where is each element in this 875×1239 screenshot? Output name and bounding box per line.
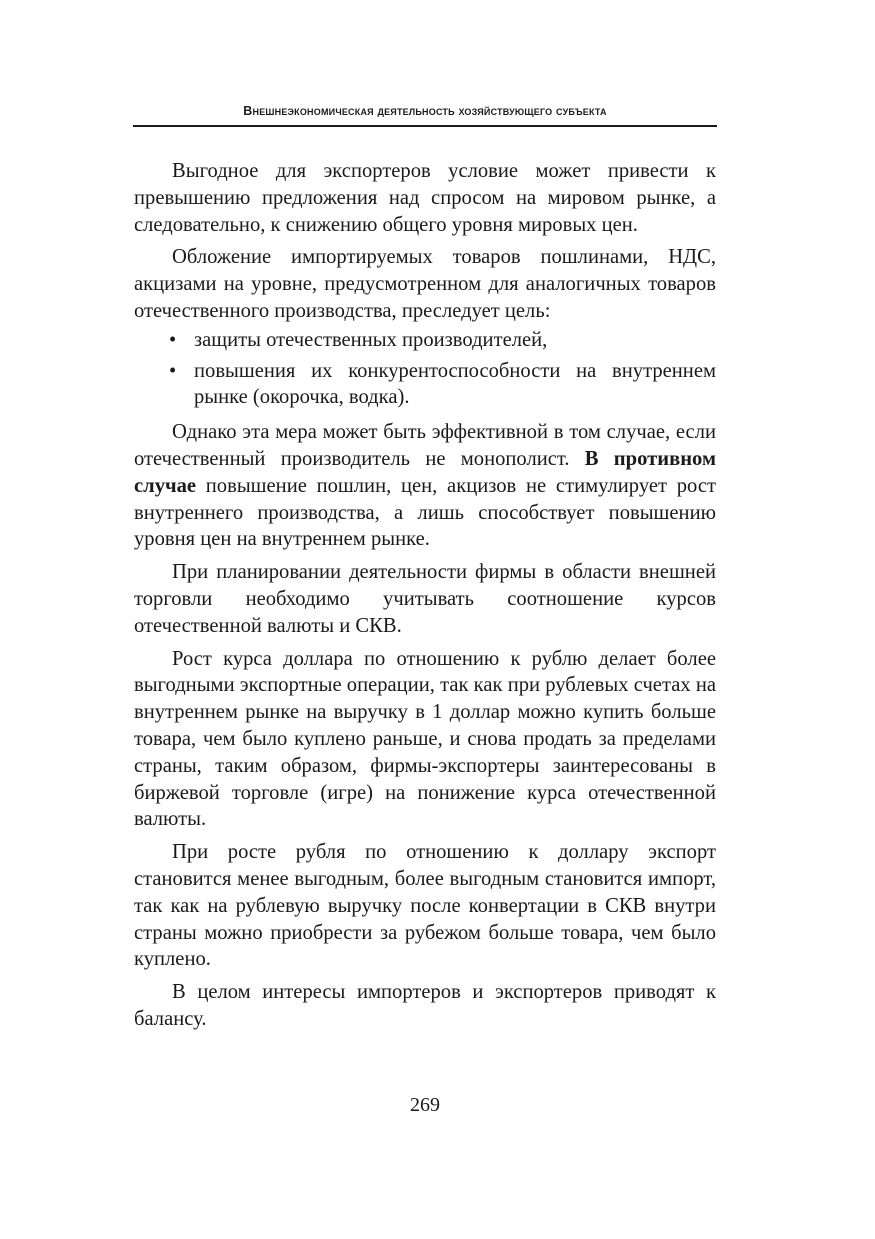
paragraph-3-end: повышение пошлин, цен, акцизов не стимулирует рост внутреннего производства, а лишь способствует повышению уровня цен на внутреннем рынке. — [134, 474, 716, 551]
paragraph-3 — [134, 419, 716, 553]
list-item-text: повышения их конкурентоспособности на внутреннем рынке (окорочка, водка). — [194, 359, 716, 409]
bullet-icon: • — [169, 328, 177, 351]
running-header: Внешнеэкономическая деятельность хозяйствующего субъекта — [243, 104, 607, 118]
paragraph-4: При планировании деятельности фирмы в области внешней торговли необходимо учитывать соотношение курсов отечественной валюты и СКВ. — [134, 561, 716, 637]
page-number: 269 — [410, 1094, 440, 1116]
bullet-list — [134, 327, 716, 411]
body-text — [134, 158, 716, 1039]
paragraph-3-start: Однако эта мера может быть эффективной в том случае, если отечественный производитель не монополист. — [134, 421, 716, 470]
list-item — [134, 327, 716, 354]
list-item — [134, 358, 716, 412]
paragraph-3-emphasis: В противном случае — [134, 447, 716, 497]
paragraph-7: В целом интересы импортеров и экспортеров приводят к балансу. — [134, 981, 716, 1030]
bullet-icon: • — [169, 359, 177, 382]
header-rule — [133, 125, 717, 127]
paragraph-2: Обложение импортируемых товаров пошлинами, НДС, акцизами на уровне, предусмотренном для аналогичных товаров отечественного производства, преследует цель: — [134, 246, 716, 322]
list-item-text: защиты отечественных производителей, — [194, 328, 548, 351]
paragraph-1: Выгодное для экспортеров условие может привести к превышению предложения над спросом на мировом рынке, а следовательно, к снижению общего уровня мировых цен. — [134, 160, 716, 236]
paragraph-5: Рост курса доллара по отношению к рублю делает более выгодными экспортные операции, так как при рублевых счетах на внутреннем рынке на выручку в 1 доллар можно купить больше товара, чем было куплено раньше, и снова продать за пределами страны, таким образом, фирмы-экспортеры заинтересованы в биржевой торговле (игре) на понижение курса отечественной валюты. — [134, 647, 716, 831]
paragraph-6: При росте рубля по отношению к доллару экспорт становится менее выгодным, более выгодным становится импорт, так как на рублевую выручку после конвертации в СКВ внутри страны можно приобрести за рубежом больше товара, чем было куплено. — [134, 841, 716, 971]
